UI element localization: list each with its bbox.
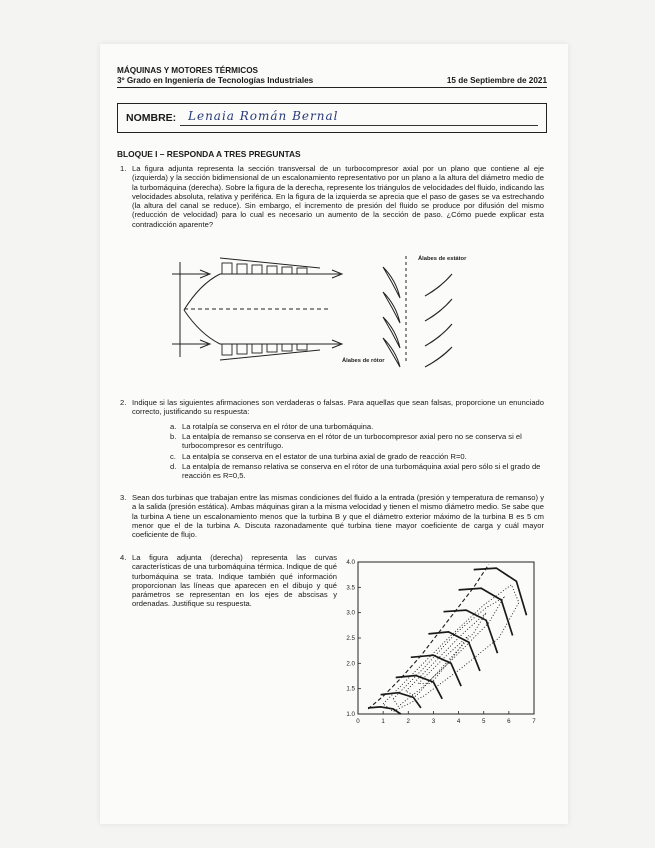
list-item: c. La entalpía se conserva en el estator de una turbina axial de grado de reacción R=0. bbox=[170, 452, 467, 461]
question-4-text: La figura adjunta (derecha) representa las curvas características de una turbomáquina térmica. Indique de qué turbomáquina se trata. Indique también qué información proporcionan las líneas que aparecen en el dibujo y qué parámetros se representan en los ejes de abscisas y ordenadas. Justifique su respuesta. bbox=[132, 553, 337, 609]
series-efficiency-1 bbox=[393, 598, 504, 707]
series-speed-1 bbox=[368, 707, 401, 714]
x-tick-label: 1 bbox=[381, 718, 385, 725]
series-speed-2 bbox=[381, 693, 421, 708]
list-item: d. La entalpía de remanso relativa se conserva en el rótor de una turbomáquina axial pero sólo si el grado de reacción es R=0,5. bbox=[170, 462, 541, 481]
compressor-map-chart bbox=[340, 556, 545, 728]
plot-frame bbox=[358, 562, 534, 714]
question-3 bbox=[120, 493, 544, 540]
series-efficiency-4 bbox=[383, 585, 519, 712]
question-4 bbox=[120, 553, 337, 609]
question-2 bbox=[120, 398, 544, 417]
name-box bbox=[117, 103, 547, 133]
x-tick-label: 0 bbox=[356, 718, 360, 725]
exam-date: 15 de Septiembre de 2021 bbox=[446, 76, 547, 85]
course-title: MÁQUINAS Y MOTORES TÉRMICOS bbox=[117, 66, 259, 75]
x-tick-label: 7 bbox=[532, 718, 536, 725]
y-tick-label: 3.5 bbox=[346, 584, 355, 592]
question-3-number: 3. bbox=[120, 493, 127, 502]
compressor-figure bbox=[160, 252, 500, 374]
degree-date-row bbox=[117, 76, 547, 88]
question-3-text: Sean dos turbinas que trabajan entre las mismas condiciones del fluido a la entrada (presión y temperatura de remanso) y a la salida (presión estática). Ambas máquinas giran a la misma velocidad y tienen el mismo diámetro medio. Se sabe que la turbina A tiene un escalonamiento menos que la turbina B y que el diámetro exterior máximo de la turbina B es 5 cm menor que el de la turbina A. Discuta razonadamente qué turbina tiene mayor coeficiente de carga y cuál mayor coeficiente de flujo. bbox=[132, 493, 544, 540]
name-underline bbox=[180, 125, 538, 126]
y-tick-label: 3.0 bbox=[346, 609, 355, 617]
question-1-number: 1. bbox=[120, 164, 127, 173]
question-4-number: 4. bbox=[120, 553, 127, 562]
axial-section-drawing bbox=[172, 258, 342, 360]
x-tick-label: 4 bbox=[456, 718, 461, 725]
x-tick-label: 2 bbox=[406, 718, 411, 725]
y-tick-label: 4.0 bbox=[346, 559, 355, 566]
series-speed-7 bbox=[459, 588, 513, 635]
series-speed-4 bbox=[411, 655, 461, 686]
y-tick-label: 1.5 bbox=[346, 685, 355, 693]
name-label: NOMBRE: bbox=[126, 112, 177, 124]
question-1 bbox=[120, 164, 545, 229]
degree-title: 3º Grado en Ingeniería de Tecnologías Industriales bbox=[117, 76, 314, 85]
exam-header bbox=[117, 66, 547, 88]
list-item: a. La rotalpía se conserva en el rótor de una turbomáquina. bbox=[170, 422, 374, 431]
question-1-text: La figura adjunta representa la sección transversal de un turbocompresor axial por un plano que contiene al eje (izquierda) y la sección bidimensional de un escalonamiento representativo por un plano a la altura del diámetro medio de la turbomáquina (derecha). Sobre la figura de la derecha, represente los triángulos de velocidades del fluido, indicando las velocidades absoluta, relativa y periférica. En la figura de la izquierda se aprecia que el paso de gases se va estrechando (la altura del canal se reduce). Sin embargo, el incremento de presión del fluido se produce por difusión del mismo (reducción de velocidad) para lo cual es necesario un aumento de la sección de paso. ¿Cómo puede explicar esta contradicción aparente? bbox=[132, 164, 545, 229]
question-2-number: 2. bbox=[120, 398, 127, 407]
y-tick-label: 2.5 bbox=[346, 635, 355, 642]
x-tick-label: 5 bbox=[481, 718, 486, 725]
y-tick-label: 1.0 bbox=[346, 711, 355, 718]
x-tick-label: 6 bbox=[507, 718, 511, 725]
series-speed-5 bbox=[428, 632, 480, 671]
x-tick-label: 3 bbox=[431, 718, 436, 725]
list-item: b. La entalpía de remanso se conserva en el rótor de un turbocompresor axial pero no se conserva si el turbocompresor es centrífugo. bbox=[170, 432, 522, 451]
section-heading: BLOQUE I – RESPONDA A TRES PREGUNTAS bbox=[117, 149, 301, 159]
y-tick-label: 2.0 bbox=[346, 660, 355, 668]
blade-cascade-drawing bbox=[383, 256, 452, 367]
stator-label: Álabes de estátor bbox=[418, 256, 467, 262]
question-2-text: Indique si las siguientes afirmaciones son verdaderas o falsas. Para aquellas que sean falsas, proporcione un enunciado correcto, justificando su respuesta: bbox=[132, 398, 544, 417]
rotor-label: Álabes de rótor bbox=[342, 358, 385, 364]
name-field[interactable]: Lenaia Román Bernal bbox=[188, 109, 339, 123]
